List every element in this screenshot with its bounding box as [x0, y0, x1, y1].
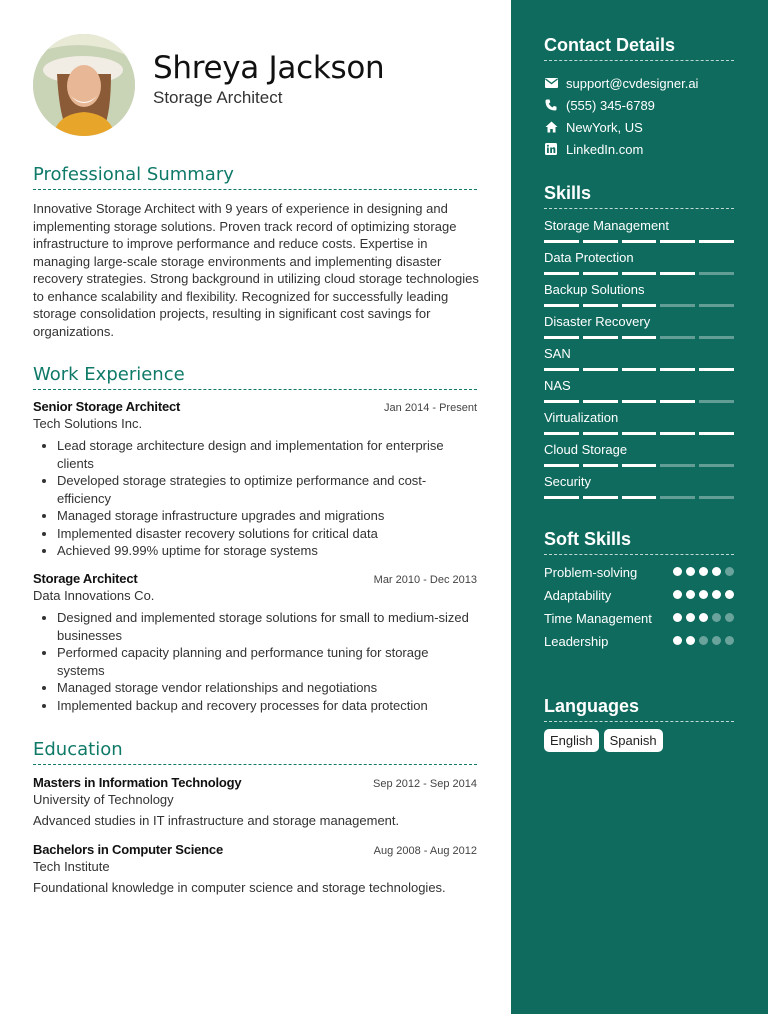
contact-location-text: NewYork, US [566, 119, 643, 135]
education-dates: Aug 2008 - Aug 2012 [373, 845, 477, 857]
skill-level-segment [583, 368, 618, 371]
skill-item [544, 474, 734, 506]
soft-skill-item [544, 564, 734, 581]
skill-item [544, 218, 734, 250]
soft-skill-label: Time Management [544, 611, 652, 626]
skill-level-segment [660, 400, 695, 403]
rating-dot [686, 567, 695, 576]
skill-level-segment [622, 304, 657, 307]
skill-level-bar [544, 400, 734, 403]
list-item: • Implemented backup and recovery processes for data protection [57, 697, 477, 715]
language-chip: Spanish [604, 729, 663, 752]
rating-dot [699, 613, 708, 622]
skill-level-segment [544, 400, 579, 403]
skill-label: Security [544, 474, 591, 489]
skill-level-segment [699, 496, 734, 499]
rating-dot [712, 590, 721, 599]
job-entry [33, 571, 477, 714]
skill-level-bar [544, 432, 734, 435]
skill-item [544, 346, 734, 378]
job-entry [33, 399, 477, 560]
job-entry-dates: Mar 2010 - Dec 2013 [373, 574, 477, 586]
soft-skills-list [544, 564, 734, 656]
skill-label: Storage Management [544, 218, 670, 233]
rating-dot [712, 636, 721, 645]
skill-label: Cloud Storage [544, 442, 628, 457]
education-school: University of Technology [33, 792, 174, 807]
list-item: • Managed storage infrastructure upgrades and migrations [57, 507, 477, 525]
language-chip: English [544, 729, 599, 752]
job-entry-bullets [33, 609, 477, 714]
education-heading: Education [33, 739, 477, 765]
rating-dot [725, 590, 734, 599]
skill-item [544, 314, 734, 346]
skill-level-segment [622, 496, 657, 499]
skill-item [544, 378, 734, 410]
education-description: Advanced studies in IT infrastructure and storage management. [33, 813, 400, 828]
skill-level-bar [544, 368, 734, 371]
skill-level-segment [583, 432, 618, 435]
skill-level-segment [622, 336, 657, 339]
skill-item [544, 442, 734, 474]
education-degree: Masters in Information Technology [33, 775, 242, 790]
rating-dot [673, 567, 682, 576]
skill-level-segment [544, 368, 579, 371]
soft-skills-heading: Soft Skills [544, 529, 734, 555]
skill-level-bar [544, 336, 734, 339]
contact-list [544, 72, 744, 160]
education-degree: Bachelors in Computer Science [33, 842, 223, 857]
skill-level-segment [622, 272, 657, 275]
skill-level-segment [583, 400, 618, 403]
job-entry-title: Senior Storage Architect [33, 399, 181, 414]
envelope-icon [544, 76, 558, 90]
languages-heading: Languages [544, 696, 734, 722]
avatar [33, 34, 135, 136]
skill-label: Backup Solutions [544, 282, 645, 297]
rating-dot [699, 590, 708, 599]
skill-level-segment [699, 304, 734, 307]
candidate-name: Shreya Jackson [153, 50, 385, 86]
skill-level-segment [622, 432, 657, 435]
skill-item [544, 250, 734, 282]
rating-dot [699, 636, 708, 645]
rating-dot [686, 590, 695, 599]
skill-level-segment [660, 368, 695, 371]
skill-level-segment [583, 336, 618, 339]
skill-level-segment [583, 496, 618, 499]
rating-dot [725, 613, 734, 622]
soft-skill-rating [673, 567, 734, 576]
skill-level-segment [699, 464, 734, 467]
soft-skill-rating [673, 613, 734, 622]
skill-level-segment [544, 464, 579, 467]
skill-level-segment [622, 400, 657, 403]
skill-level-segment [583, 464, 618, 467]
education-entry [33, 842, 477, 895]
soft-skill-item [544, 587, 734, 604]
job-entry-company: Tech Solutions Inc. [33, 416, 143, 431]
skill-level-segment [660, 464, 695, 467]
rating-dot [673, 590, 682, 599]
languages-list [544, 729, 663, 752]
skill-level-segment [544, 432, 579, 435]
linkedin-icon [544, 142, 558, 156]
soft-skill-rating [673, 636, 734, 645]
rating-dot [699, 567, 708, 576]
job-entry-bullets [33, 437, 477, 560]
contact-heading: Contact Details [544, 35, 734, 61]
avatar-photo-icon [33, 34, 135, 136]
skill-level-segment [660, 496, 695, 499]
skill-level-segment [583, 304, 618, 307]
education-description: Foundational knowledge in computer science and storage technologies. [33, 880, 446, 895]
list-item: • Designed and implemented storage solutions for small to medium-sized businesses [57, 609, 477, 644]
skill-level-segment [699, 368, 734, 371]
skill-level-segment [699, 400, 734, 403]
rating-dot [712, 567, 721, 576]
soft-skill-label: Adaptability [544, 588, 612, 603]
skill-level-segment [660, 240, 695, 243]
education-school: Tech Institute [33, 859, 110, 874]
skill-level-segment [622, 240, 657, 243]
list-item: • Developed storage strategies to optimize performance and cost-efficiency [57, 472, 477, 507]
summary-text: Innovative Storage Architect with 9 years of experience in designing and implementing storage solutions. Proven track record of optimizing storage infrastructure to improve performance and reduce costs. Expertise in managing large-scale storage environments and implementing disaster recovery strategies. Strong background in utilizing cloud storage technologies to enhance scalability and flexibility. Recognized for successfully leading storage consolidation projects, resulting in significant cost savings for organizations. [33, 201, 479, 339]
list-item: • Achieved 99.99% uptime for storage systems [57, 542, 477, 560]
skill-item [544, 282, 734, 314]
contact-phone[interactable] [544, 94, 744, 116]
skill-level-segment [622, 464, 657, 467]
list-item: • Managed storage vendor relationships and negotiations [57, 679, 477, 697]
job-entry-company: Data Innovations Co. [33, 588, 155, 603]
skill-label: Data Protection [544, 250, 634, 265]
list-item: • Implemented disaster recovery solutions for critical data [57, 525, 477, 543]
contact-phone-text: (555) 345-6789 [566, 97, 655, 113]
job-title: Storage Architect [153, 88, 283, 107]
skill-level-segment [699, 272, 734, 275]
contact-linkedin-text: LinkedIn.com [566, 141, 644, 157]
skills-list [544, 218, 734, 506]
skill-level-segment [660, 432, 695, 435]
skill-label: NAS [544, 378, 571, 393]
skill-level-segment [660, 304, 695, 307]
rating-dot [712, 613, 721, 622]
skill-level-bar [544, 304, 734, 307]
skill-level-segment [544, 240, 579, 243]
soft-skill-label: Problem-solving [544, 565, 638, 580]
sidebar [511, 0, 768, 1014]
skill-level-bar [544, 272, 734, 275]
rating-dot [673, 636, 682, 645]
skill-label: SAN [544, 346, 571, 361]
skill-label: Virtualization [544, 410, 619, 425]
skill-level-segment [660, 272, 695, 275]
skill-level-segment [544, 496, 579, 499]
contact-email-text: support@cvdesigner.ai [566, 75, 699, 91]
job-entry-title: Storage Architect [33, 571, 138, 586]
contact-email[interactable] [544, 72, 744, 94]
home-icon [544, 120, 558, 134]
skill-level-segment [544, 336, 579, 339]
skill-level-bar [544, 240, 734, 243]
education-dates: Sep 2012 - Sep 2014 [373, 778, 477, 790]
contact-linkedin[interactable] [544, 138, 744, 160]
rating-dot [725, 636, 734, 645]
skill-level-bar [544, 464, 734, 467]
contact-location [544, 116, 744, 138]
skill-level-segment [699, 432, 734, 435]
rating-dot [686, 636, 695, 645]
skill-level-segment [544, 304, 579, 307]
skill-level-segment [699, 336, 734, 339]
skill-level-segment [622, 368, 657, 371]
summary-heading: Professional Summary [33, 164, 477, 190]
skill-level-segment [583, 272, 618, 275]
skill-label: Disaster Recovery [544, 314, 651, 329]
education-entry [33, 775, 477, 828]
skill-level-bar [544, 496, 734, 499]
skill-level-segment [660, 336, 695, 339]
skill-level-segment [699, 240, 734, 243]
rating-dot [673, 613, 682, 622]
rating-dot [686, 613, 695, 622]
skill-level-segment [544, 272, 579, 275]
soft-skill-label: Leadership [544, 634, 609, 649]
list-item: • Performed capacity planning and performance tuning for storage systems [57, 644, 477, 679]
work-heading: Work Experience [33, 364, 477, 390]
phone-icon [544, 98, 558, 112]
list-item: • Lead storage architecture design and implementation for enterprise clients [57, 437, 477, 472]
skill-item [544, 410, 734, 442]
soft-skill-rating [673, 590, 734, 599]
soft-skill-item [544, 610, 734, 627]
soft-skill-item [544, 633, 734, 650]
rating-dot [725, 567, 734, 576]
skill-level-segment [583, 240, 618, 243]
skills-heading: Skills [544, 183, 734, 209]
job-entry-dates: Jan 2014 - Present [384, 402, 477, 414]
